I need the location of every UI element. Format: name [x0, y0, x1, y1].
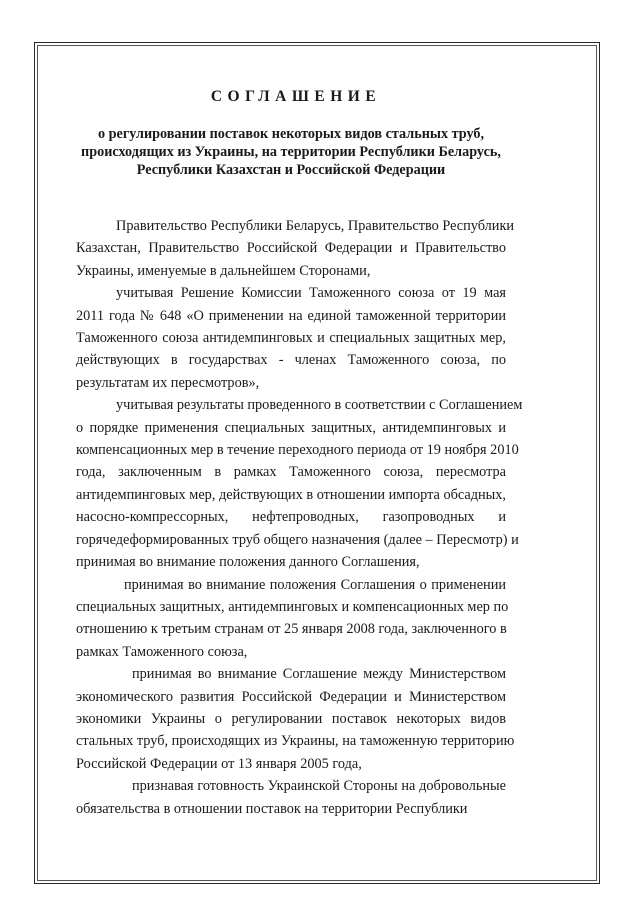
paragraph-line: обязательства в отношении поставок на территории Республики [76, 800, 468, 817]
paragraph-line: года, заключенным в рамках Таможенного союза, пересмотра [76, 464, 506, 481]
paragraph-line: действующих в государствах - членах Таможенного союза, по [76, 352, 506, 369]
paragraph [76, 775, 506, 820]
document-body [76, 215, 523, 820]
paragraph-line: Украины, именуемые в дальнейшем Сторонами, [76, 262, 371, 279]
document-subtitle [76, 125, 506, 179]
subtitle-line: происходящих из Украины, на территории Республики Беларусь, [81, 144, 501, 160]
paragraph [76, 282, 506, 394]
subtitle-line: Республики Казахстан и Российской Федерации [136, 162, 446, 178]
paragraph-line: учитывая результаты проведенного в соответствии с Соглашением [116, 397, 523, 414]
paragraph [76, 574, 509, 664]
paragraph-line: принимая во внимание Соглашение между Министерством [132, 666, 506, 683]
paragraph-line: экономического развития Российской Федерации и Министерством [76, 688, 506, 705]
paragraph-line: Правительство Республики Беларусь, Правительство Республики [116, 218, 515, 234]
paragraph-line: принимая во внимание положения Соглашения о применении [124, 576, 506, 593]
paragraph-line: компенсационных мер в течение переходного периода от 19 ноября 2010 [76, 442, 519, 459]
paragraph-line: горячедеформированных труб общего назначения (далее – Пересмотр) и [76, 531, 519, 548]
paragraph-line: Таможенного союза антидемпинговых и специальных защитных мер, [76, 330, 506, 347]
document-title: СОГЛАШЕНИЕ [210, 88, 382, 105]
paragraph-line: насосно-компрессорных, нефтепроводных, газопроводных и [76, 509, 506, 526]
subtitle-line: о регулировании поставок некоторых видов стальных труб, [98, 126, 484, 142]
paragraph-line: экономики Украины о регулировании поставок некоторых видов [76, 710, 506, 727]
paragraph-line: стальных труб, происходящих из Украины, на таможенную территорию [76, 733, 515, 750]
paragraph-line: результатам их пересмотров», [76, 374, 260, 391]
paragraph-line: 2011 года № 648 «О применении на единой таможенной территории [76, 307, 506, 324]
document-content [76, 88, 523, 820]
paragraph [76, 394, 523, 573]
paragraph-line: специальных защитных, антидемпинговых и компенсационных мер по [76, 598, 509, 615]
paragraph [76, 663, 515, 775]
paragraph-line: о порядке применения специальных защитных, антидемпинговых и [76, 419, 506, 436]
paragraph-line: Казахстан, Правительство Российской Федерации и Правительство [76, 240, 506, 257]
paragraph-line: принимая во внимание положения данного Соглашения, [76, 554, 420, 571]
paragraph [76, 215, 515, 282]
paragraph-line: рамках Таможенного союза, [76, 643, 248, 660]
paragraph-line: Российской Федерации от 13 января 2005 года, [76, 755, 362, 772]
paragraph-line: отношению к третьим странам от 25 января 2008 года, заключенного в [76, 621, 507, 638]
paragraph-line: учитывая Решение Комиссии Таможенного союза от 19 мая [116, 285, 506, 302]
paragraph-line: признавая готовность Украинской Стороны на добровольные [132, 778, 506, 795]
paragraph-line: антидемпинговых мер, действующих в отношении импорта обсадных, [76, 486, 506, 503]
